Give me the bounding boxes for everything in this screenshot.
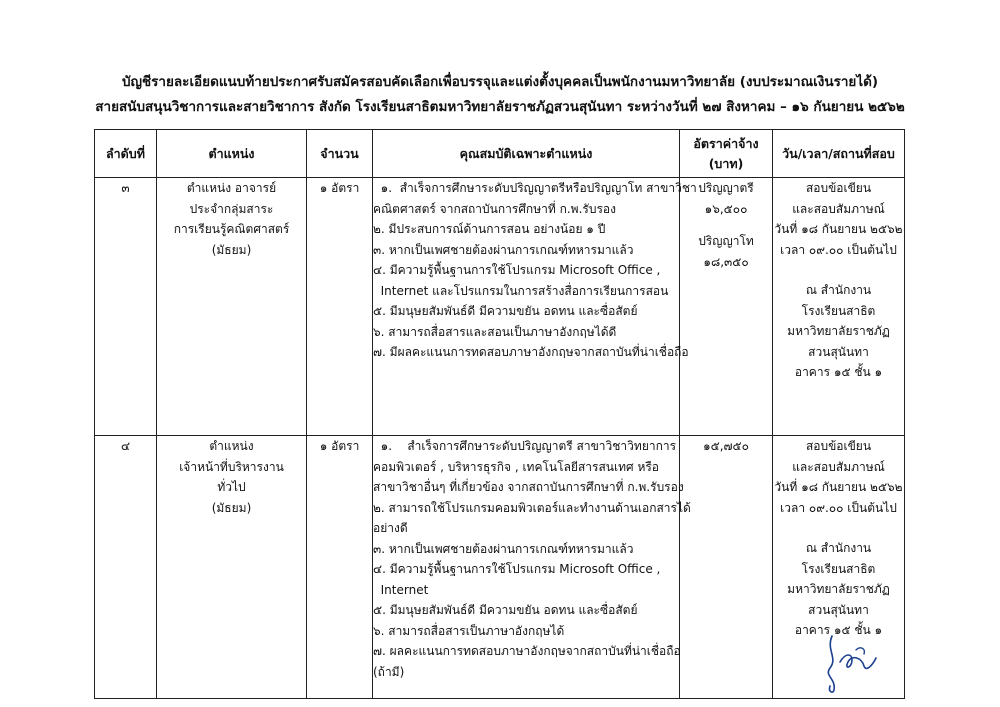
qualification-line: ๖. สามารถสื่อสารและสอนเป็นภาษาอังกฤษได้ดี [373,324,617,339]
qualification-line: Internet [373,582,429,597]
row-count: ๑ อัตรา [307,436,373,699]
schedule-time: เวลา ๐๙.๐๐ เป็นต้นไป [780,500,897,515]
qualification-line: ๗. ผลคะแนนการทดสอบภาษาอังกฤษจากสถาบันที่น่าเชื่อถือ [373,644,681,658]
qualification-line: ๒. มีประสบการณ์ด้านการสอน อย่างน้อย ๑ ปี [373,222,606,236]
position-line: ตำแหน่ง อาจารย์ [186,181,277,195]
document-title-line-1: บัญชีรายละเอียดแนบท้ายประกาศรับสมัครสอบคัดเลือกเพื่อบรรจุและแต่งตั้งบุคคลเป็นพนักงานมหาวิทยาลัย (งบประมาณเงินรายได้) [121,74,879,90]
schedule-place: ณ สำนักงานโรงเรียนสาธิต [801,283,876,318]
row-position [157,436,307,699]
schedule-place: ณ สำนักงานโรงเรียนสาธิต [801,541,876,576]
schedule-place: มหาวิทยาลัยราชภัฏสวนสุนันทา [787,582,890,617]
rate-master-value: ๑๘,๓๕๐ [703,254,749,269]
row-qualifications [373,178,697,436]
document-title-line-2: สายสนับสนุนวิชาการและสายวิชาการ สังกัด โรงเรียนสาธิตมหาวิทยาลัยราชภัฏสวนสุนันทา ระหว่างวันที่ ๒๗ สิงหาคม – ๑๖ กันยายน ๒๕๖๒ [95,99,905,115]
qualification-line: อย่างดี [373,521,408,535]
position-line: การเรียนรู้คณิตศาสตร์ [173,222,290,236]
row-position [157,178,307,436]
schedule-place: อาคาร ๑๕ ชั้น ๑ [794,623,883,637]
header-rate [680,130,773,178]
rate-bachelor-label: ปริญญาตรี [698,181,754,195]
position-line: ประจำกลุ่มสาระ [189,201,274,216]
qualification-line: ๒. สามารถใช้โปรแกรมคอมพิวเตอร์และทำงานด้านเอกสารได้ [373,500,691,515]
table-header-row [95,130,905,178]
schedule-exam-type: สอบข้อเขียน [805,181,872,195]
position-line: เจ้าหน้าที่บริหารงาน [179,459,284,474]
position-line: ตำแหน่ง [209,439,254,453]
qualification-line: สาขาวิชาอื่นๆ ที่เกี่ยวข้อง จากสถาบันการศึกษาที่ ก.พ.รับรอง [373,480,684,494]
row-rate [680,178,773,436]
rate-bachelor-value: ๑๖,๕๐๐ [704,201,748,216]
qualification-line: (ถ้ามี) [373,664,405,679]
rate-master-label: ปริญญาโท [698,234,754,248]
signature-icon [818,628,888,698]
qualification-line: ๓. หากเป็นเพศชายต้องผ่านการเกณฑ์ทหารมาแล้ว [373,242,634,257]
qualification-line: ๗. มีผลคะแนนการทดสอบภาษาอังกฤษจากสถาบันที่น่าเชื่อถือ [373,345,689,359]
qualification-line: ๖. สามารถสื่อสารเป็นภาษาอังกฤษได้ [373,623,565,638]
row-schedule [773,178,905,436]
header-no: ลำดับที่ [95,130,157,178]
position-line: ทั่วไป [217,480,246,494]
position-line: (มัธยม) [211,242,252,257]
schedule-place: อาคาร ๑๕ ชั้น ๑ [794,365,883,379]
positions-table [94,129,905,699]
schedule-exam-type: สอบข้อเขียน [805,439,872,453]
table-row [95,178,905,436]
row-count: ๑ อัตรา [307,178,373,436]
schedule-interview: และสอบสัมภาษณ์ [792,459,885,474]
signature-stroke [856,648,864,654]
header-rate-line-2: (บาท) [708,155,744,171]
qualification-line: ๔. มีความรู้พื้นฐานการใช้โปรแกรม Microsoft Office , [373,263,661,277]
row-qualifications [373,436,691,699]
rate-value: ๑๕,๗๕๐ [703,439,749,453]
schedule-date: วันที่ ๑๘ กันยายน ๒๕๖๒ [774,480,903,494]
row-rate [680,436,773,699]
qualification-line: ๕. มีมนุษยสัมพันธ์ดี มีความขยัน อดทน และซื่อสัตย์ [373,304,638,318]
position-line: (มัธยม) [211,500,252,515]
qualification-line: ๑. สำเร็จการศึกษาระดับปริญญาตรีหรือปริญญาโท สาขาวิชา [373,181,697,195]
qualification-line: คอมพิวเตอร์ , บริหารธุรกิจ , เทคโนโลยีสารสนเทศ หรือ [373,459,660,474]
row-no: ๓ [95,178,157,436]
header-position: ตำแหน่ง [157,130,307,178]
signature-stroke [840,655,876,668]
qualification-line: ๑. สำเร็จการศึกษาระดับปริญญาตรี สาขาวิชาวิทยาการ [373,439,677,453]
qualification-line: ๓. หากเป็นเพศชายต้องผ่านการเกณฑ์ทหารมาแล้ว [373,541,634,556]
qualification-line: ๕. มีมนุษยสัมพันธ์ดี มีความขยัน อดทน และซื่อสัตย์ [373,603,638,617]
row-no: ๔ [95,436,157,699]
header-qualifications: คุณสมบัติเฉพาะตำแหน่ง [373,130,680,178]
header-schedule: วัน/เวลา/สถานที่สอบ [773,130,905,178]
table-row [95,436,905,699]
schedule-place: มหาวิทยาลัยราชภัฏสวนสุนันทา [787,324,890,359]
schedule-interview: และสอบสัมภาษณ์ [792,201,885,216]
header-rate-line-1: อัตราค่าจ้าง [693,135,759,151]
qualification-line: ๔. มีความรู้พื้นฐานการใช้โปรแกรม Microsoft Office , [373,562,661,576]
schedule-date: วันที่ ๑๘ กันยายน ๒๕๖๒ [774,222,903,236]
header-count: จำนวน [307,130,373,178]
signature-stroke [828,636,834,692]
qualification-line: คณิตศาสตร์ จากสถาบันการศึกษาที่ ก.พ.รับรอง [373,201,616,216]
schedule-time: เวลา ๐๙.๐๐ เป็นต้นไป [780,242,897,257]
qualification-line: Internet และโปรแกรมในการสร้างสื่อการเรียนการสอน [373,283,669,298]
